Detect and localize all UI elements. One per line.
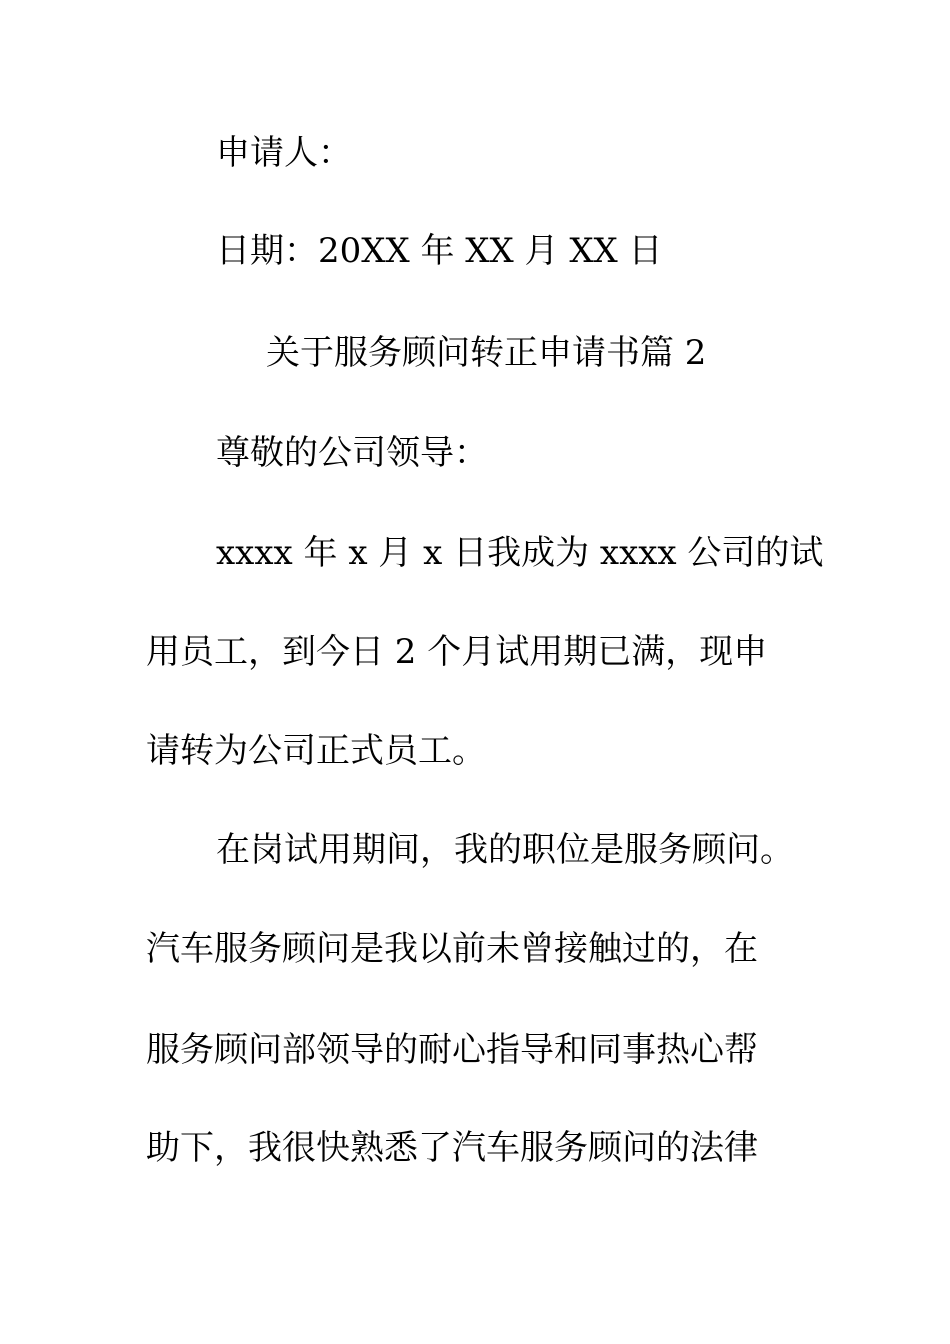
paragraph-line: 用员工，到今日 2 个月试用期已满，现申 (146, 632, 768, 672)
paragraph-line: 助下，我很快熟悉了汽车服务顾问的法律 (146, 1128, 758, 1168)
paragraph-line: 在岗试用期间，我的职位是服务顾问。 (216, 830, 794, 870)
paragraph-line: 服务顾问部领导的耐心指导和同事热心帮 (146, 1030, 758, 1070)
paragraph-line: xxxx 年 x 月 x 日我成为 xxxx 公司的试 (216, 533, 824, 573)
date-line: 日期：20XX 年 XX 月 XX 日 (216, 231, 663, 271)
paragraph-line: 请转为公司正式员工。 (146, 731, 486, 771)
applicant-label: 申请人： (216, 133, 352, 173)
salutation: 尊敬的公司领导： (216, 433, 488, 473)
document-title: 关于服务顾问转正申请书篇 2 (266, 333, 707, 373)
paragraph-line: 汽车服务顾问是我以前未曾接触过的，在 (146, 929, 758, 969)
